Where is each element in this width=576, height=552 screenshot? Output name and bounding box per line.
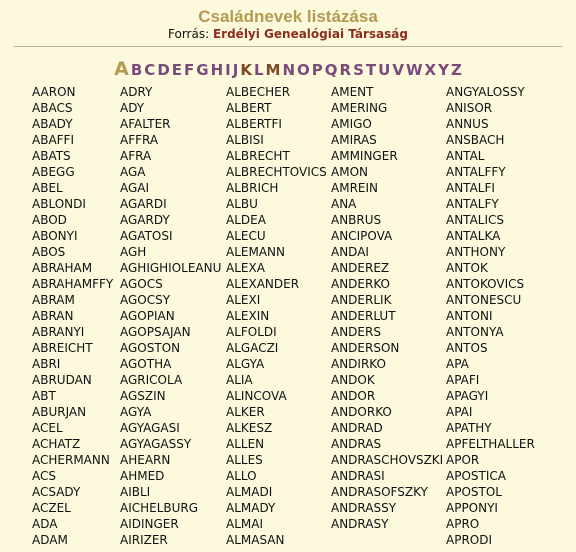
surname-link[interactable]: AGOPSAJAN (120, 325, 191, 339)
name-column-5 (446, 84, 535, 548)
letter-link-s[interactable]: S (353, 61, 364, 79)
surname-link[interactable]: ALEMANN (226, 245, 285, 259)
surname-link[interactable]: ALBRICH (226, 181, 279, 195)
letter-link-a[interactable]: A (114, 58, 129, 80)
surname-link[interactable]: AICHELBURG (120, 501, 199, 515)
surname-link[interactable]: AMENT (331, 85, 374, 99)
surname-link[interactable]: ANDERSON (331, 341, 400, 355)
letter-link-u[interactable]: U (378, 61, 391, 79)
surname-link[interactable]: ANTHONY (446, 245, 506, 259)
surname-link[interactable]: ALBRECHT (226, 149, 290, 163)
letter-link-p[interactable]: P (311, 61, 323, 79)
surname-link[interactable]: ALIA (226, 373, 253, 387)
alphabet-nav (0, 58, 576, 81)
name-column-3 (226, 84, 327, 548)
surname-link[interactable]: APOR (446, 453, 480, 467)
surname-link[interactable]: ALMASAN (226, 533, 285, 547)
surname-link[interactable]: ALLES (226, 453, 263, 467)
letter-link-r[interactable]: R (339, 61, 352, 79)
surname-link[interactable]: ANTOK (446, 261, 488, 275)
surname-link[interactable]: ACS (32, 469, 56, 483)
surname-link[interactable]: ALMADI (226, 485, 273, 499)
surname-link[interactable]: ALEXIN (226, 309, 270, 323)
surname-link[interactable]: ADRY (120, 85, 153, 99)
surname-link[interactable]: APATHY (446, 421, 492, 435)
surname-link[interactable]: AFALTER (120, 117, 171, 131)
surname-link[interactable]: ALGYA (226, 357, 265, 371)
surname-link[interactable]: ALINCOVA (226, 389, 287, 403)
letter-link-x[interactable]: X (424, 61, 437, 79)
surname-link[interactable]: APAFI (446, 373, 480, 387)
surname-link[interactable]: AGSZIN (120, 389, 166, 403)
letter-link-c[interactable]: C (144, 61, 156, 79)
surname-link[interactable]: AHEARN (120, 453, 171, 467)
surname-link[interactable]: ANA (331, 197, 357, 211)
surname-link[interactable]: ACHERMANN (32, 453, 110, 467)
divider (14, 46, 562, 47)
surname-link[interactable]: ABOD (32, 213, 67, 227)
surname-link[interactable]: AARON (32, 85, 76, 99)
letter-link-h[interactable]: H (210, 61, 224, 79)
surname-link[interactable]: AHMED (120, 469, 165, 483)
surname-link[interactable]: ALGACZI (226, 341, 279, 355)
surname-link[interactable]: ANTOS (446, 341, 488, 355)
surname-link[interactable]: ANDOR (331, 389, 376, 403)
surname-link[interactable]: ALBERTFI (226, 117, 282, 131)
surname-link[interactable]: ABRI (32, 357, 61, 371)
letter-link-g[interactable]: G (196, 61, 209, 79)
surname-link[interactable]: AGOTHA (120, 357, 172, 371)
surname-link[interactable]: ANDERKO (331, 277, 391, 291)
surname-link[interactable]: AGHIGHIOLEANU (120, 261, 222, 275)
surname-link[interactable]: AMERING (331, 101, 388, 115)
surname-link[interactable]: ANTALKA (446, 229, 501, 243)
surname-link[interactable]: ANDERS (331, 325, 381, 339)
surname-link[interactable]: APAI (446, 405, 473, 419)
surname-link[interactable]: ACEL (32, 421, 63, 435)
letter-link-b[interactable]: B (130, 61, 143, 79)
letter-link-k[interactable]: K (240, 61, 252, 79)
surname-link[interactable]: AGOPIAN (120, 309, 175, 323)
letter-link-y[interactable]: Y (438, 61, 449, 79)
letter-link-m[interactable]: M (265, 61, 281, 79)
surname-link[interactable]: ANDRASSY (331, 501, 397, 515)
letter-link-e[interactable]: E (171, 61, 183, 79)
surname-link[interactable]: AGYAGASSY (120, 437, 192, 451)
surname-link[interactable]: ANDRASCHOVSZKI (331, 453, 444, 467)
surname-link[interactable]: AMIRAS (331, 133, 377, 147)
surname-link[interactable]: AIBLI (120, 485, 151, 499)
source-link[interactable]: Erdélyi Genealógiai Társaság (212, 27, 408, 41)
surname-link[interactable]: ALLEN (226, 437, 265, 451)
name-column-2 (120, 84, 221, 548)
surname-link[interactable]: ANTONESCU (446, 293, 522, 307)
surname-link[interactable]: ANDIRKO (331, 357, 386, 371)
surname-link[interactable]: ABAFFI (32, 133, 74, 147)
surname-link[interactable]: ABRAN (32, 309, 74, 323)
surname-link[interactable]: ABRANYI (32, 325, 85, 339)
surname-link[interactable]: AGH (120, 245, 147, 259)
surname-link[interactable]: AMIGO (331, 117, 372, 131)
surname-link[interactable]: ANTALFFY (446, 165, 506, 179)
surname-link[interactable]: ALLO (226, 469, 257, 483)
surname-link[interactable]: ALDEA (226, 213, 266, 227)
letter-link-j[interactable]: J (232, 61, 239, 79)
surname-link[interactable]: ANDRAS (331, 437, 382, 451)
surname-link[interactable]: ABLONDI (32, 197, 86, 211)
surname-link[interactable]: ALEXANDER (226, 277, 300, 291)
surname-link[interactable]: ABATS (32, 149, 71, 163)
surname-link[interactable]: ADY (120, 101, 145, 115)
surname-link[interactable]: ABRAM (32, 293, 75, 307)
letter-link-v[interactable]: V (392, 61, 404, 79)
surname-link[interactable]: ANDERLIK (331, 293, 392, 307)
surname-link[interactable]: ANDRAD (331, 421, 383, 435)
surname-link[interactable]: ALECU (226, 229, 266, 243)
surname-link[interactable]: ANISOR (446, 101, 493, 115)
letter-link-z[interactable]: Z (450, 61, 462, 79)
surname-link[interactable]: ANDERLUT (331, 309, 396, 323)
surname-link[interactable]: ALMADY (226, 501, 276, 515)
letter-link-n[interactable]: N (282, 61, 296, 79)
surname-link[interactable]: ABRUDAN (32, 373, 92, 387)
surname-link[interactable]: APA (446, 357, 469, 371)
surname-link[interactable]: ANTALICS (446, 213, 505, 227)
surname-link[interactable]: AGARDY (120, 213, 170, 227)
surname-link[interactable]: ABRAHAM (32, 261, 93, 275)
letter-link-i[interactable]: I (225, 61, 231, 79)
surname-link[interactable]: APOSTICA (446, 469, 506, 483)
surname-link[interactable]: ANTONI (446, 309, 493, 323)
surname-link[interactable]: APRODI (446, 533, 493, 547)
surname-link[interactable]: ABEL (32, 181, 63, 195)
surname-link[interactable]: ANBRUS (331, 213, 382, 227)
surname-link[interactable]: ABT (32, 389, 56, 403)
source-line (0, 27, 576, 42)
surname-link[interactable]: AGARDI (120, 197, 167, 211)
letter-link-o[interactable]: O (297, 61, 310, 79)
surname-link[interactable]: ALEXI (226, 293, 261, 307)
surname-link[interactable]: ABADY (32, 117, 73, 131)
surname-link[interactable]: AGAI (120, 181, 150, 195)
surname-link[interactable]: ABEGG (32, 165, 75, 179)
surname-link[interactable]: ALMAI (226, 517, 263, 531)
surname-link[interactable]: ALKER (226, 405, 265, 419)
surname-link[interactable]: AGYAGASI (120, 421, 180, 435)
surname-link[interactable]: ABOS (32, 245, 66, 259)
surname-link[interactable]: APAGYI (446, 389, 489, 403)
surname-link[interactable]: ALBU (226, 197, 258, 211)
surname-link[interactable]: ANSBACH (446, 133, 505, 147)
source-label: Forrás: (168, 27, 210, 41)
surname-link[interactable]: ANDRASY (331, 517, 389, 531)
surname-link[interactable]: APOSTOL (446, 485, 502, 499)
surname-link[interactable]: AIDINGER (120, 517, 179, 531)
surname-link[interactable]: ADAM (32, 533, 68, 547)
surname-link[interactable]: AGYA (120, 405, 152, 419)
surname-link[interactable]: AMREIN (331, 181, 378, 195)
surname-link[interactable]: AGOCSY (120, 293, 171, 307)
surname-link[interactable]: ANDOK (331, 373, 375, 387)
surname-link[interactable]: AGA (120, 165, 146, 179)
surname-link[interactable]: ANDRASOFSZKY (331, 485, 428, 499)
letter-link-l[interactable]: L (253, 61, 264, 79)
surname-link[interactable]: ANDRASI (331, 469, 385, 483)
surname-link[interactable]: ANTALFI (446, 181, 495, 195)
surname-link[interactable]: ANGYALOSSY (446, 85, 525, 99)
surname-link[interactable]: ACZEL (32, 501, 71, 515)
surname-link[interactable]: ACHATZ (32, 437, 81, 451)
surname-link[interactable]: AIRIZER (120, 533, 168, 547)
surname-link[interactable]: ANTOKOVICS (446, 277, 525, 291)
surname-link[interactable]: ALBECHER (226, 85, 291, 99)
surname-link[interactable]: ANDEREZ (331, 261, 390, 275)
surname-link[interactable]: ABREICHT (32, 341, 93, 355)
surname-link[interactable]: ADA (32, 517, 58, 531)
page-title: Családnevek listázása (198, 7, 378, 26)
surname-link[interactable]: ALEXA (226, 261, 265, 275)
letter-link-d[interactable]: D (157, 61, 170, 79)
surname-link[interactable]: ANNUS (446, 117, 489, 131)
surname-link[interactable]: ALBERT (226, 101, 272, 115)
name-column-1 (32, 84, 113, 548)
surname-link[interactable]: AGRICOLA (120, 373, 183, 387)
surname-link[interactable]: ABRAHAMFFY (32, 277, 114, 291)
surname-link[interactable]: AMON (331, 165, 368, 179)
surname-link[interactable]: ANTONYA (446, 325, 504, 339)
surname-link[interactable]: AGOSTON (120, 341, 181, 355)
name-column-4 (331, 84, 443, 532)
surname-link[interactable]: AMMINGER (331, 149, 398, 163)
letter-link-t[interactable]: T (365, 61, 377, 79)
surname-link[interactable]: APFELTHALLER (446, 437, 535, 451)
letter-link-q[interactable]: Q (324, 61, 338, 79)
surname-link[interactable]: APRO (446, 517, 480, 531)
surname-link[interactable]: ABACS (32, 101, 73, 115)
surname-link[interactable]: ALFOLDI (226, 325, 277, 339)
letter-link-w[interactable]: W (405, 61, 423, 79)
surname-link[interactable]: ALBISI (226, 133, 264, 147)
surname-link[interactable]: ANTAL (446, 149, 485, 163)
surname-link[interactable]: ANCIPOVA (331, 229, 393, 243)
surname-link[interactable]: AGATOSI (120, 229, 173, 243)
surname-link[interactable]: ANTALFY (446, 197, 499, 211)
surname-link[interactable]: APPONYI (446, 501, 498, 515)
surname-link[interactable]: ALBRECHTOVICS (226, 165, 327, 179)
surname-link[interactable]: AFFRA (120, 133, 159, 147)
surname-link[interactable]: AGOCS (120, 277, 163, 291)
surname-link[interactable]: ANDORKO (331, 405, 392, 419)
surname-link[interactable]: ALKESZ (226, 421, 273, 435)
surname-link[interactable]: ACSADY (32, 485, 81, 499)
letter-link-f[interactable]: F (184, 61, 195, 79)
surname-link[interactable]: AFRA (120, 149, 152, 163)
surname-link[interactable]: ABONYI (32, 229, 78, 243)
surname-link[interactable]: ABURJAN (32, 405, 87, 419)
surname-link[interactable]: ANDAI (331, 245, 369, 259)
